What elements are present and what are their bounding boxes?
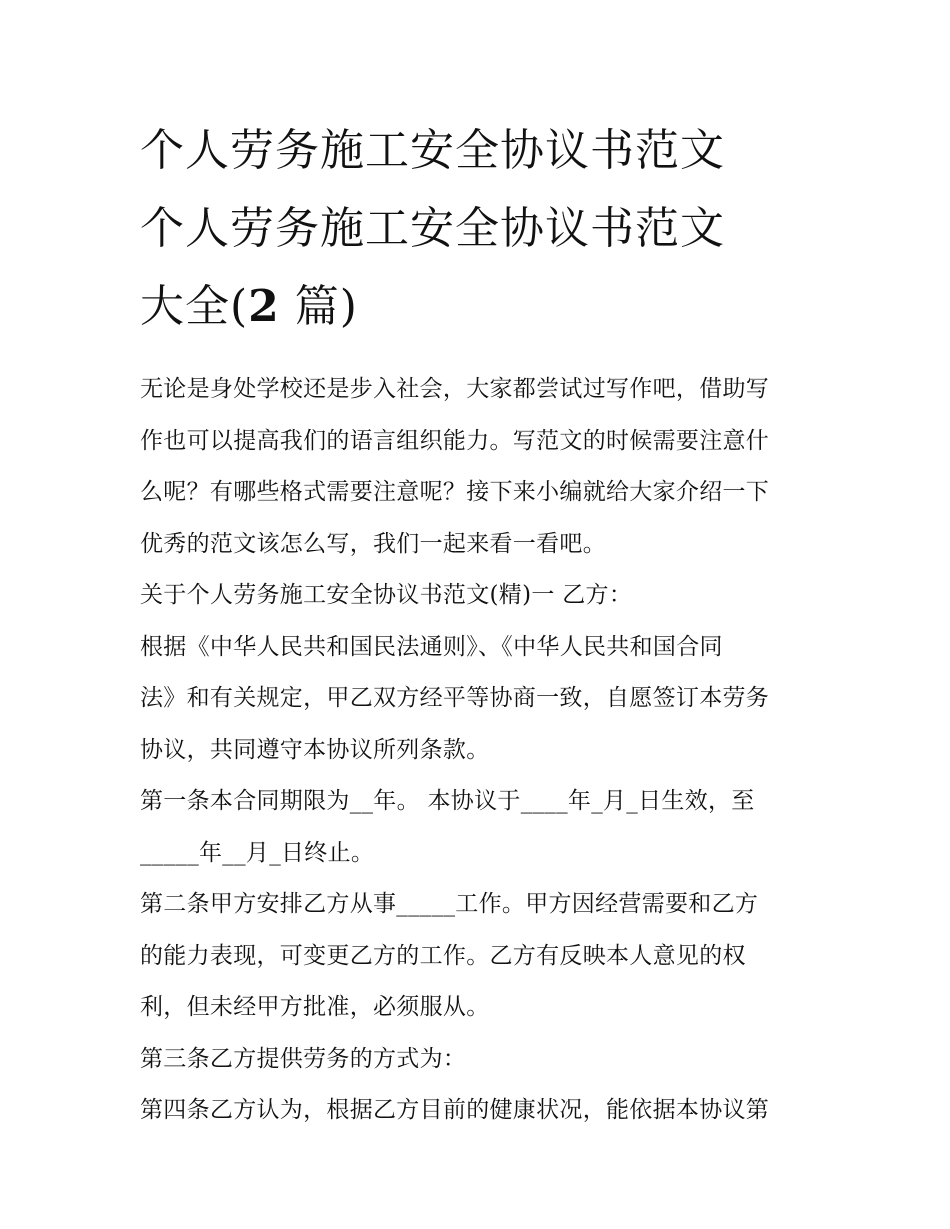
text-line: 利，但未经甲方批准，必须服从。	[140, 994, 490, 1020]
article-4-paragraph	[140, 1085, 820, 1137]
text-line: 法》和有关规定，甲乙双方经平等协商一致，自愿签订本劳务	[140, 685, 770, 711]
intro-paragraph	[140, 364, 820, 570]
section-heading-paragraph	[140, 570, 820, 622]
title-line: 个人劳务施工安全协议书范文	[140, 125, 725, 176]
text-line: 第三条乙方提供劳务的方式为：	[140, 1045, 467, 1072]
text-line: 优秀的范文该怎么写，我们一起来看一看吧。	[140, 530, 606, 557]
text-line: 第二条甲方安排乙方从事_____工作。甲方因经营需要和乙方	[140, 891, 759, 917]
text-line: _____年__月_日终止。	[140, 839, 375, 866]
document-title	[140, 112, 820, 346]
text-line: 第一条本合同期限为__年。 本协议于____年_月_日生效，至	[140, 788, 755, 814]
article-2-paragraph	[140, 879, 820, 1034]
article-1-paragraph	[140, 776, 820, 879]
article-3-paragraph	[140, 1034, 820, 1086]
text-line: 根据《中华人民共和国民法通则》、《中华人民共和国合同	[140, 633, 723, 660]
text-line: 的能力表现，可变更乙方的工作。乙方有反映本人意见的权	[140, 942, 746, 969]
text-line: 么呢？有哪些格式需要注意呢？接下来小编就给大家介绍一下	[140, 479, 770, 505]
text-line: 作也可以提高我们的语言组织能力。写范文的时候需要注意什	[140, 427, 770, 454]
title-line: 个人劳务施工安全协议书范文	[140, 203, 725, 254]
text-line: 无论是身处学校还是步入社会，大家都尝试过写作吧，借助写	[140, 376, 770, 402]
basis-paragraph	[140, 622, 820, 777]
title-number: 2	[248, 281, 280, 332]
document-content	[140, 112, 820, 1137]
title-line: 大全(2 篇)	[140, 281, 358, 332]
text-line: 第四条乙方认为，根据乙方目前的健康状况，能依据本协议第	[140, 1097, 770, 1123]
text-line: 协议，共同遵守本协议所列条款。	[140, 736, 490, 763]
text-line: 关于个人劳务施工安全协议书范文(精)一 乙方：	[140, 582, 633, 608]
